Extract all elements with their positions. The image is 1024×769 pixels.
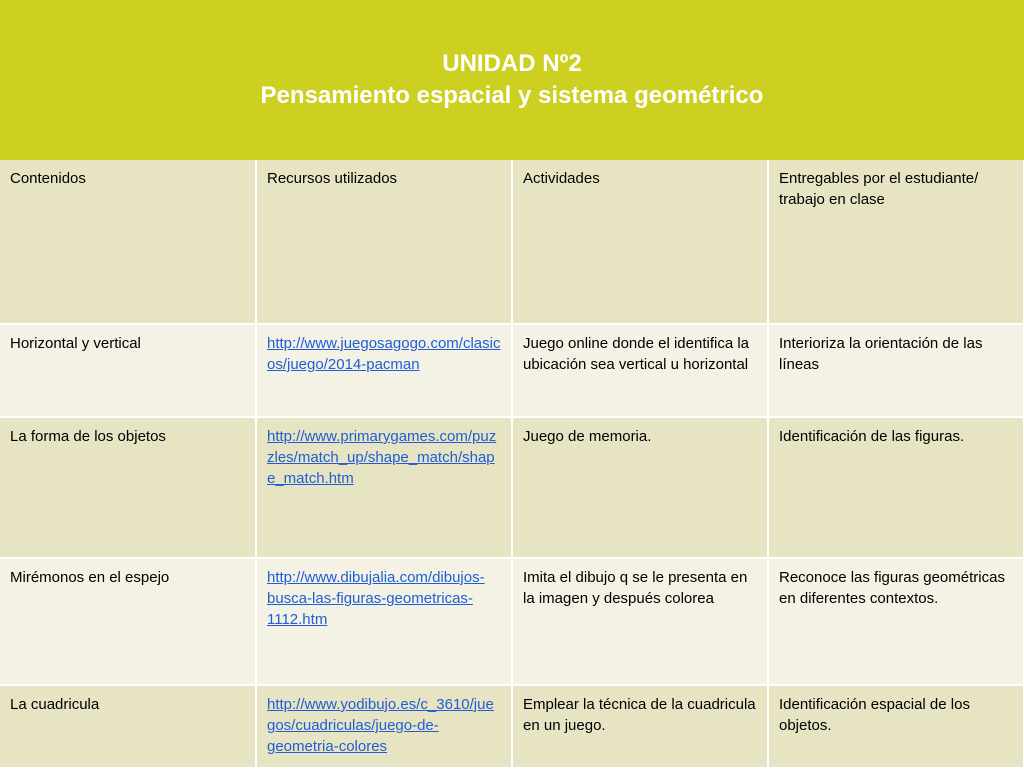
cell-actividad: Emplear la técnica de la cuadricula en un juego.	[512, 685, 768, 768]
unit-subtitle: Pensamiento espacial y sistema geométrico	[260, 82, 764, 109]
resource-link[interactable]: http://www.primarygames.com/puzzles/match_up/shape_match/shape_match.htm	[267, 428, 497, 487]
title-band	[0, 0, 1024, 160]
header-contenidos: Contenidos	[0, 160, 256, 324]
unit-table	[0, 160, 1024, 769]
cell-recurso	[256, 324, 512, 417]
resource-link[interactable]: http://www.juegosagogo.com/clasicos/juego/2014-pacman	[267, 335, 501, 373]
unit-title: UNIDAD Nº2	[442, 50, 582, 77]
cell-contenido: Horizontal y vertical	[0, 324, 256, 417]
header-actividades: Actividades	[512, 160, 768, 324]
cell-contenido: Mirémonos en el espejo	[0, 558, 256, 685]
cell-entregable: Reconoce las figuras geométricas en diferentes contextos.	[768, 558, 1024, 685]
resource-link[interactable]: http://www.yodibujo.es/c_3610/juegos/cuadriculas/juego-de-geometria-colores	[267, 696, 494, 755]
table-row	[0, 324, 1024, 417]
cell-entregable: Interioriza la orientación de las líneas	[768, 324, 1024, 417]
cell-contenido: La cuadricula	[0, 685, 256, 768]
table-row	[0, 685, 1024, 768]
cell-recurso	[256, 558, 512, 685]
cell-recurso	[256, 417, 512, 558]
header-recursos: Recursos utilizados	[256, 160, 512, 324]
table-header-row	[0, 160, 1024, 324]
table-row	[0, 417, 1024, 558]
cell-actividad: Juego online donde el identifica la ubicación sea vertical u horizontal	[512, 324, 768, 417]
cell-entregable: Identificación de las figuras.	[768, 417, 1024, 558]
cell-actividad: Juego de memoria.	[512, 417, 768, 558]
cell-contenido: La forma de los objetos	[0, 417, 256, 558]
header-entregables: Entregables por el estudiante/ trabajo en clase	[768, 160, 1024, 324]
table-row	[0, 558, 1024, 685]
resource-link[interactable]: http://www.dibujalia.com/dibujos-busca-las-figuras-geometricas-1112.htm	[267, 569, 485, 628]
cell-recurso	[256, 685, 512, 768]
cell-entregable: Identificación espacial de los objetos.	[768, 685, 1024, 768]
cell-actividad: Imita el dibujo q se le presenta en la imagen y después colorea	[512, 558, 768, 685]
